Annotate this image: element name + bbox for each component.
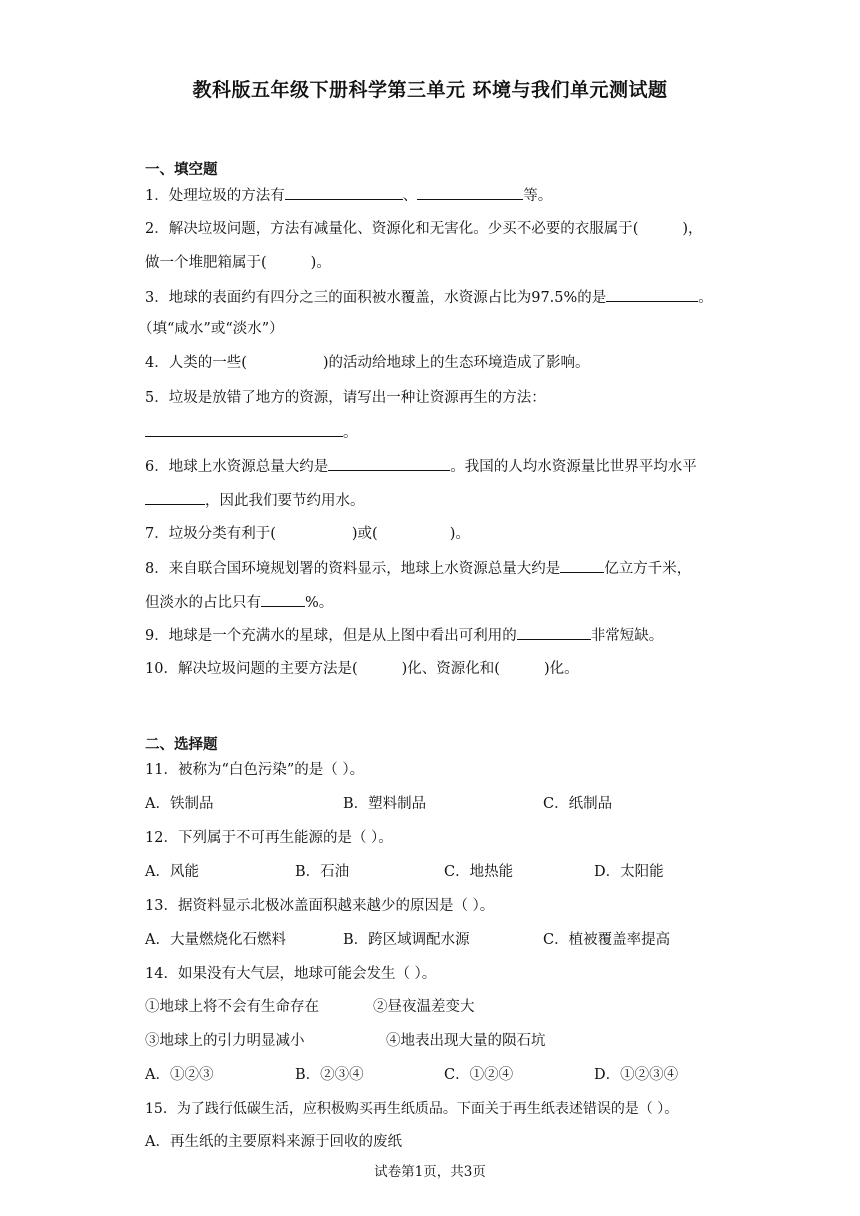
q6-text-c: ，因此我们要节约用水。 [205,493,365,509]
q12-option-a: A．风能 [145,864,199,880]
question-5 [145,388,546,408]
q10-text-b: )化、资源化和( [401,661,500,677]
question-11-stem: 11．被称为“白色污染”的是（ ）。 [145,762,365,778]
q1-text-a: 1．处理垃圾的方法有 [145,188,285,204]
q14-option-b: B．②③④ [295,1067,364,1083]
question-10 [145,659,579,679]
page-footer: 试卷第1页，共3页 [374,1164,486,1180]
q8-blank-2 [261,592,305,607]
question-6-cont [145,490,365,511]
q3-text-c: （填“咸水”或“淡水”） [138,321,284,337]
section-heading-multiple-choice: 二、选择题 [145,736,218,753]
q9-blank [517,625,591,640]
q13-option-c: C．植被覆盖率提高 [543,932,671,948]
q4-text-b: )的活动给地球上的生态环境造成了影响。 [322,355,590,371]
question-8 [145,558,691,579]
q10-text-c: )化。 [543,661,579,677]
q1-blank-2 [417,185,523,200]
q8-text-d: %。 [305,595,334,611]
q5-text-b: 。 [343,425,358,441]
question-14-stem: 14．如果没有大气层，地球可能会发生（ ）。 [145,966,437,982]
question-7 [145,524,470,544]
q13-option-b: B．跨区域调配水源 [343,932,470,948]
q7-text-a: 7．垃圾分类有利于( [145,526,276,542]
question-13-stem: 13．据资料显示北极冰盖面积越来越少的原因是（ ）。 [145,898,495,914]
q8-text-b: 亿立方千米， [604,561,692,577]
q1-text-c: 等。 [523,188,553,204]
q5-text-a: 5．垃圾是放错了地方的资源，请写出一种让资源再生的方法： [145,390,546,406]
q6-blank-2 [145,490,205,505]
q11-option-b: B．塑料制品 [343,796,427,812]
q6-text-b: 。我国的人均水资源量比世界平均水平 [450,459,697,475]
question-9 [145,625,663,646]
q1-text-b: 、 [402,188,418,204]
q2-text-a: 2．解决垃圾问题，方法有减量化、资源化和无害化。少买不必要的衣服属于( [145,221,639,237]
q2-text-d: )。 [310,255,331,271]
q14-option-c: C．①②④ [444,1067,514,1083]
question-8-cont [145,592,333,613]
q10-text-a: 10．解决垃圾问题的主要方法是( [145,661,358,677]
q7-text-b: )或( [351,526,378,542]
q12-option-c: C．地热能 [444,864,514,880]
q8-text-c: 但淡水的占比只有 [145,595,261,611]
q2-text-c: 做一个堆肥箱属于( [145,255,267,271]
q11-option-a: A．铁制品 [145,796,214,812]
q6-text-a: 6．地球上水资源总量大约是 [145,459,329,475]
section-heading-fill-blank: 一、填空题 [145,161,218,178]
q9-text-b: 非常短缺。 [590,628,664,644]
q3-text-b: 。 [698,290,713,306]
q3-blank [606,287,698,302]
question-12-stem: 12．下列属于不可再生能源的是（ ）。 [145,830,393,846]
question-2 [145,219,703,239]
q9-text-a: 9．地球是一个充满水的星球，但是从上图中看出可利用的 [145,628,517,644]
q3-text-a: 3．地球的表面约有四分之三的面积被水覆盖，水资源占比为97.5%的是 [145,290,607,306]
q13-option-a: A．大量燃烧化石燃料 [145,932,286,948]
q14-statement-4: ④地表出现大量的陨石坑 [386,1033,546,1049]
question-15-option-a: A．再生纸的主要原料来源于回收的废纸 [145,1134,402,1150]
q14-statement-2: ②昼夜温差变大 [373,999,475,1015]
question-5-cont [145,422,358,443]
q1-blank-1 [285,185,403,200]
q6-blank-1 [328,456,450,471]
q5-blank [145,422,343,437]
q14-statement-1: ①地球上将不会有生命存在 [145,999,319,1015]
q7-text-c: )。 [449,526,470,542]
q14-option-a: A．①②③ [145,1067,214,1083]
q12-option-d: D．太阳能 [594,864,664,880]
q14-option-d: D．①②③④ [594,1067,679,1083]
question-3-cont [138,319,284,339]
page-title: 教科版五年级下册科学第三单元 环境与我们单元测试题 [192,79,668,101]
q12-option-b: B．石油 [295,864,350,880]
question-3 [145,287,713,308]
q2-text-b: )， [682,221,703,237]
question-4 [145,353,590,373]
question-15-stem: 15．为了践行低碳生活，应积极购买再生纸质品。下面关于再生纸表述错误的是（ ）。 [145,1101,679,1117]
q4-text-a: 4．人类的一些( [145,355,247,371]
question-1 [145,185,552,206]
q11-option-c: C．纸制品 [543,796,613,812]
q8-blank-1 [560,558,604,573]
q14-statement-3: ③地球上的引力明显减小 [145,1033,305,1049]
question-2-cont [145,253,331,273]
question-6 [145,456,697,477]
q8-text-a: 8．来自联合国环境规划署的资料显示，地球上水资源总量大约是 [145,561,561,577]
